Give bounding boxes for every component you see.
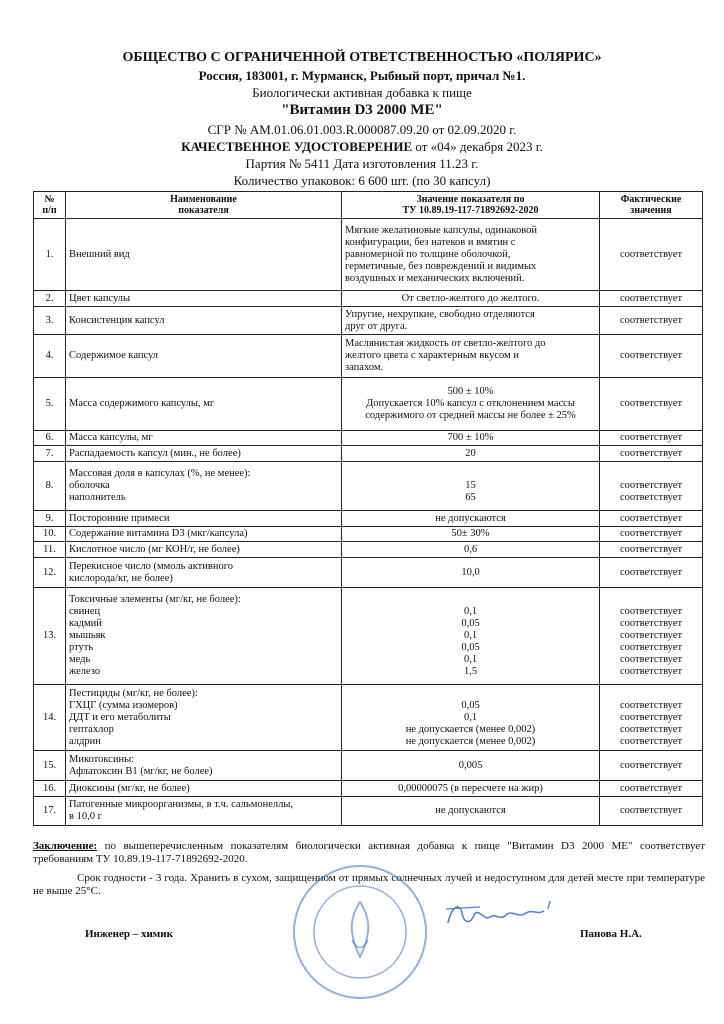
actual-value: соответствует <box>600 511 703 527</box>
row-number: 3. <box>34 307 66 335</box>
indicator-value: 500 ± 10% Допускается 10% капсул с отклонением массы содержимого от средней массы не более ± 25% <box>342 378 600 431</box>
indicator-value: не допускаются <box>342 511 600 527</box>
actual-value: соответствует <box>600 291 703 307</box>
row-number: 8. <box>34 462 66 511</box>
indicator-value: Маслянистая жидкость от светло-желтого до желтого цвета с характерным вкусом и запахом. <box>342 335 600 378</box>
actual-value: соответствует соответствует соответствует соответствует <box>600 685 703 751</box>
indicator-name: Масса капсулы, мг <box>66 431 342 446</box>
table-row <box>34 291 703 307</box>
actual-value: соответствует <box>600 781 703 797</box>
header-value: Значение показателя по ТУ 10.89.19-117-71892692-2020 <box>342 192 600 219</box>
indicator-value: Упругие, нехрупкие, свободно отделяются друг от друга. <box>342 307 600 335</box>
row-number: 9. <box>34 511 66 527</box>
indicator-value: 20 <box>342 446 600 462</box>
handwritten-signature <box>440 895 560 935</box>
company-stamp <box>290 862 430 1002</box>
actual-value: соответствует <box>600 446 703 462</box>
row-number: 16. <box>34 781 66 797</box>
header-name: Наименование показателя <box>66 192 342 219</box>
indicator-value: Мягкие желатиновые капсулы, одинаковой конфигурации, без натеков и вмятин с равномерной по толщине оболочкой, герметичные, без повреждений и видимых воздушных и механических включений. <box>342 219 600 291</box>
indicator-name: Пестициды (мг/кг, не более): ГХЦГ (сумма изомеров) ДДТ и его метаболиты гептахлор алдрин <box>66 685 342 751</box>
actual-value: соответствует соответствует соответствует соответствует соответствует соответствует <box>600 588 703 685</box>
table-row <box>34 558 703 588</box>
table-row <box>34 335 703 378</box>
table-row <box>34 446 703 462</box>
table-row <box>34 542 703 558</box>
actual-value: соответствует <box>600 542 703 558</box>
row-number: 2. <box>34 291 66 307</box>
actual-value: соответствует <box>600 797 703 826</box>
conclusion-text: по вышеперечисленным показателям биологически активная добавка к пище "Витамин D3 2000 МЕ" соответствует требованиям ТУ 10.89.19-117-71892692-2020. <box>33 840 705 865</box>
table-row <box>34 751 703 781</box>
table-row <box>34 527 703 542</box>
indicator-value: 15 65 <box>342 462 600 511</box>
actual-value: соответствует соответствует <box>600 462 703 511</box>
certificate-title-line <box>0 139 724 155</box>
table-row <box>34 431 703 446</box>
actual-value: соответствует <box>600 378 703 431</box>
row-number: 5. <box>34 378 66 431</box>
actual-value: соответствует <box>600 751 703 781</box>
header-num: № п/п <box>34 192 66 219</box>
actual-value: соответствует <box>600 527 703 542</box>
table-row <box>34 588 703 685</box>
indicator-name: Токсичные элементы (мг/кг, не более): свинец кадмий мышьяк ртуть медь железо <box>66 588 342 685</box>
indicator-value: 0,6 <box>342 542 600 558</box>
company-address: Россия, 183001, г. Мурманск, Рыбный порт, причал №1. <box>198 68 526 83</box>
row-number: 13. <box>34 588 66 685</box>
indicator-value: От светло-желтого до желтого. <box>342 291 600 307</box>
batch-info: Партия № 5411 Дата изготовления 11.23 г. <box>245 156 479 171</box>
indicator-value: не допускаются <box>342 797 600 826</box>
row-number: 4. <box>34 335 66 378</box>
indicator-name: Распадаемость капсул (мин., не более) <box>66 446 342 462</box>
company-name: ОБЩЕСТВО С ОГРАНИЧЕННОЙ ОТВЕТСТВЕННОСТЬЮ «ПОЛЯРИС» <box>122 50 602 65</box>
indicator-name: Микотоксины: Афлатоксин В1 (мг/кг, не более) <box>66 751 342 781</box>
indicator-name: Содержимое капсул <box>66 335 342 378</box>
table-row <box>34 378 703 431</box>
row-number: 17. <box>34 797 66 826</box>
indicator-value: 0,05 0,1 не допускается (менее 0,002) не допускается (менее 0,002) <box>342 685 600 751</box>
engineer-role: Инженер – химик <box>85 928 173 940</box>
certificate-title: КАЧЕСТВЕННОЕ УДОСТОВЕРЕНИЕ <box>181 139 413 154</box>
actual-value: соответствует <box>600 335 703 378</box>
indicator-name: Диоксины (мг/кг, не более) <box>66 781 342 797</box>
indicator-name: Масса содержимого капсулы, мг <box>66 378 342 431</box>
conclusion-label: Заключение: <box>33 840 98 852</box>
row-number: 7. <box>34 446 66 462</box>
table-row <box>34 219 703 291</box>
table-row <box>34 511 703 527</box>
product-category: Биологически активная добавка к пище <box>252 85 472 100</box>
table-row <box>34 797 703 826</box>
indicator-value: 700 ± 10% <box>342 431 600 446</box>
indicator-name: Кислотное число (мг КОН/г, не более) <box>66 542 342 558</box>
row-number: 6. <box>34 431 66 446</box>
actual-value: соответствует <box>600 219 703 291</box>
actual-value: соответствует <box>600 558 703 588</box>
certificate-date: от «04» декабря 2023 г. <box>412 139 543 154</box>
indicator-name: Посторонние примеси <box>66 511 342 527</box>
actual-value: соответствует <box>600 431 703 446</box>
storage-terms: Срок годности - 3 года. Хранить в сухом, защищенном от прямых солнечных лучей и недоступном для детей месте при температуре не выше 25°С. <box>33 872 705 897</box>
quality-table <box>33 191 703 826</box>
indicator-name: Перекисное число (ммоль активного кислорода/кг, не более) <box>66 558 342 588</box>
indicator-name: Внешний вид <box>66 219 342 291</box>
table-row <box>34 685 703 751</box>
signatory-name: Панова Н.А. <box>580 928 642 940</box>
row-number: 15. <box>34 751 66 781</box>
package-quantity: Количество упаковок: 6 600 шт. (по 30 капсул) <box>233 173 491 188</box>
indicator-name: Содержание витамина D3 (мкг/капсула) <box>66 527 342 542</box>
indicator-name: Массовая доля в капсулах (%, не менее): оболочка наполнитель <box>66 462 342 511</box>
indicator-value: 50± 30% <box>342 527 600 542</box>
row-number: 1. <box>34 219 66 291</box>
indicator-value: 0,005 <box>342 751 600 781</box>
table-row <box>34 781 703 797</box>
indicator-name: Консистенция капсул <box>66 307 342 335</box>
header-fact: Фактические значения <box>600 192 703 219</box>
indicator-name: Цвет капсулы <box>66 291 342 307</box>
indicator-value: 10,0 <box>342 558 600 588</box>
sgr-number: СГР № AM.01.06.01.003.R.000087.09.20 от 02.09.2020 г. <box>207 122 517 137</box>
row-number: 14. <box>34 685 66 751</box>
table-row <box>34 307 703 335</box>
actual-value: соответствует <box>600 307 703 335</box>
table-row <box>34 462 703 511</box>
indicator-value: 0,00000075 (в пересчете на жир) <box>342 781 600 797</box>
row-number: 10. <box>34 527 66 542</box>
table-header-row <box>34 192 703 219</box>
row-number: 12. <box>34 558 66 588</box>
row-number: 11. <box>34 542 66 558</box>
indicator-value: 0,1 0,05 0,1 0,05 0,1 1,5 <box>342 588 600 685</box>
product-name: "Витамин D3 2000 МЕ" <box>281 102 443 118</box>
indicator-name: Патогенные микроорганизмы, в т.ч. сальмонеллы, в 10,0 г <box>66 797 342 826</box>
